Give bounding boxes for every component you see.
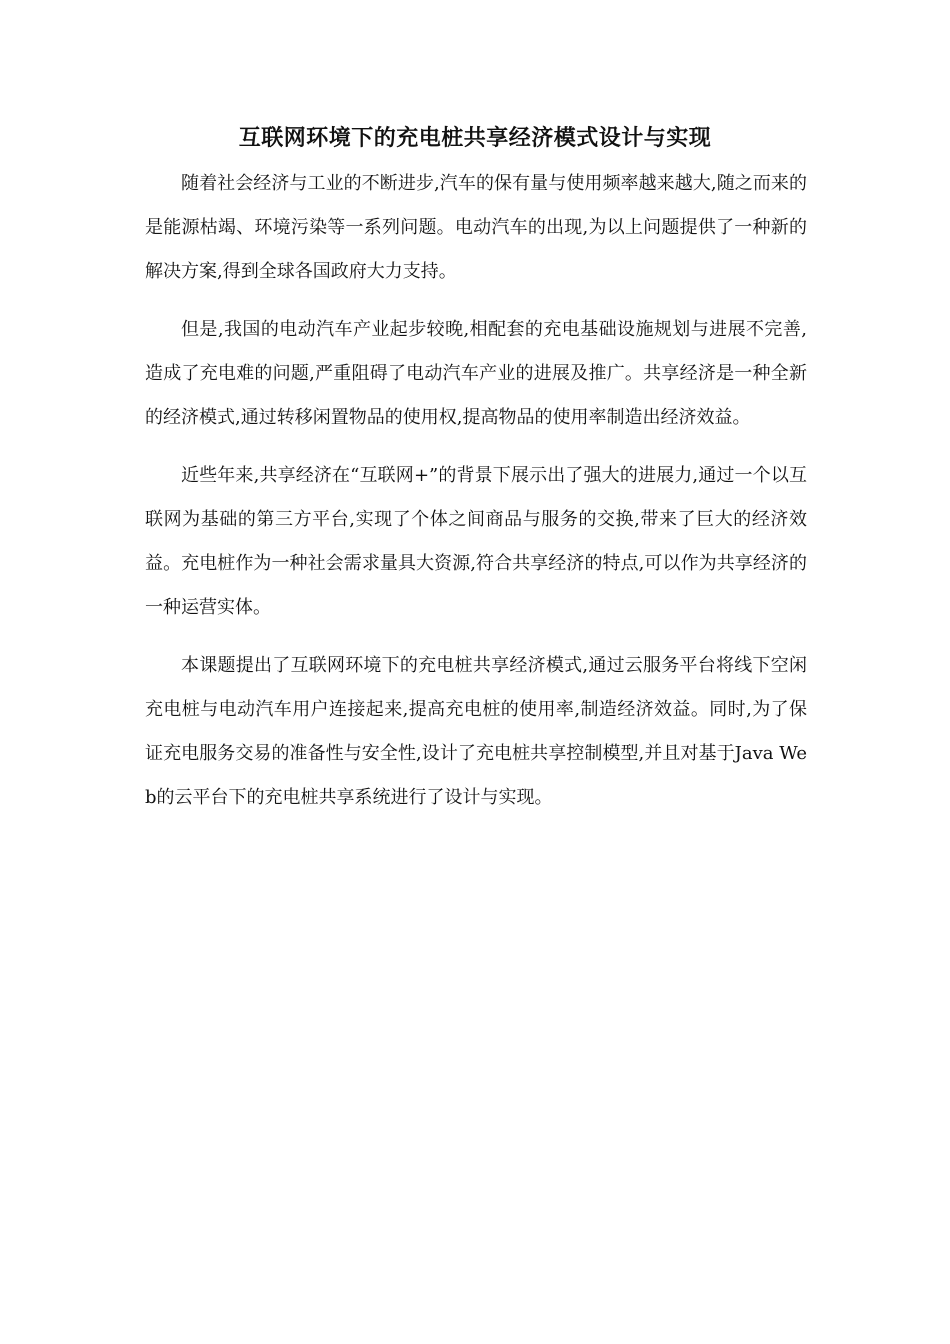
paragraph-3: 近些年来,共享经济在“互联网+”的背景下展示出了强大的进展力,通过一个以互联网为基础的第三方平台,实现了个体之间商品与服务的交换,带来了巨大的经济效益。充电桩作为一种社会需求量具大资源,符合共享经济的特点,可以作为共享经济的一种运营实体。	[145, 465, 807, 618]
paragraph-2: 但是,我国的电动汽车产业起步较晚,相配套的充电基础设施规划与进展不完善,造成了充电难的问题,严重阻碍了电动汽车产业的进展及推广。共享经济是一种全新的经济模式,通过转移闲置物品的使用权,提高物品的使用率制造出经济效益。	[145, 319, 807, 428]
document-title: 互联网环境下的充电桩共享经济模式设计与实现	[238, 125, 712, 151]
document-body	[145, 162, 807, 834]
paragraph-4: 本课题提出了互联网环境下的充电桩共享经济模式,通过云服务平台将线下空闲充电桩与电动汽车用户连接起来,提高充电桩的使用率,制造经济效益。同时,为了保证充电服务交易的准备性与安全性,设计了充电桩共享控制模型,并且对基于Java Web的云平台下的充电桩共享系统进行了设计与实现。	[145, 655, 807, 808]
paragraph-1: 随着社会经济与工业的不断进步,汽车的保有量与使用频率越来越大,随之而来的是能源枯竭、环境污染等一系列问题。电动汽车的出现,为以上问题提供了一种新的解决方案,得到全球各国政府大力支持。	[145, 173, 807, 282]
